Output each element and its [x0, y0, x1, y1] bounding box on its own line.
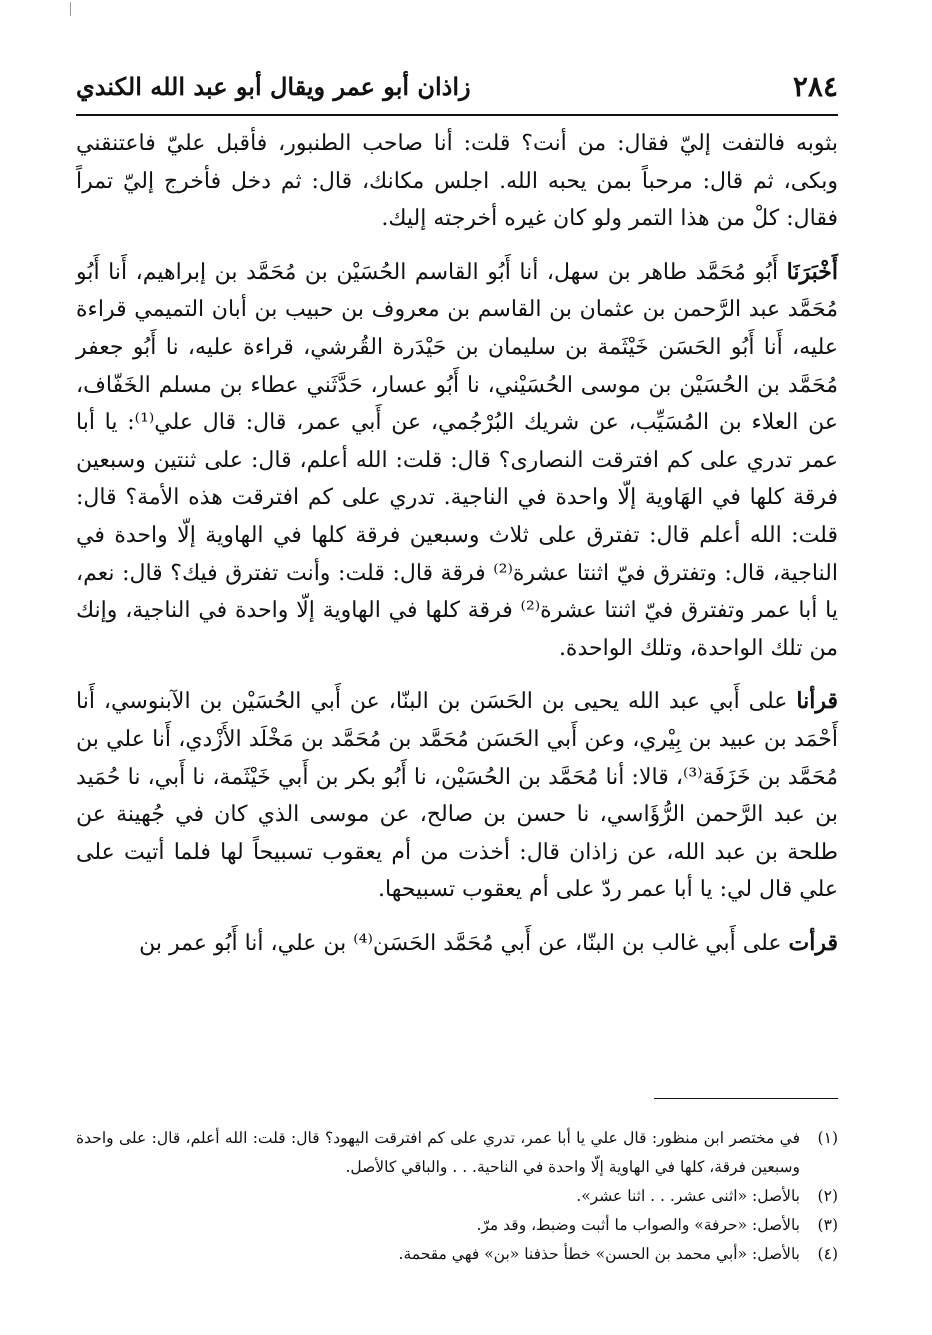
footnote-3 [76, 1211, 838, 1240]
footnote-rule [654, 1098, 838, 1099]
page-number: ٢٨٤ [792, 69, 838, 103]
paragraph-lead: قرأنا [796, 688, 838, 715]
footnote-text: بالأصل: «اثنى عشر. . . اثنا عشر». [576, 1187, 800, 1205]
paragraph-text: على أَبي عبد الله يحيى بن الحَسَن بن البنّا، عن أَبي الحُسَيْن بن الآبنوسي، أَنا أَحْمَد بن عبيد بن بِيْري، وعن أَبي الحَسَن مُحَمَّد بن مُحَمَّد بن مَخْلَد الأَزْدي، أَنا علي بن مُحَمَّد بن خَزَفَة⁽³⁾، قالا: أنا مُحَمَّد بن الحُسَيْن، نا أَبُو بكر بن أَبي خَيْثَمة، نا أَبي، نا حُمَيد بن عبد الرَّحمن الرُّؤَاسي، نا حسن بن صالح، عن موسى الذي كان في جُهينة عن طلحة بن عبد الله، عن زاذان قال: أخذت من أم يعقوب تسبيحاً لها فلما أتيت على علي قال لي: يا أبا عمر ردّ على أم يعقوب تسبيحها. [76, 689, 838, 903]
paragraph-lead: أَخْبَرَنَا [786, 258, 838, 285]
paragraph-3 [76, 683, 838, 909]
footnote-4 [76, 1240, 838, 1269]
footnote-text: بالأصل: «أبي محمد بن الحسن» خطأ حذفنا «بن» فهي مقحمة. [398, 1245, 800, 1263]
footnote-1 [76, 1124, 838, 1182]
scan-edge-mark [70, 2, 71, 16]
paragraph-1 [76, 125, 838, 238]
paragraph-4 [76, 925, 838, 963]
footnote-number: (٣) [817, 1216, 838, 1234]
paragraph-text: بثوبه فالتفت إليّ فقال: من أنت؟ قلت: أنا صاحب الطنبور، فأقبل عليّ فاعتنقني وبكى، ثم قال: مرحباً بمن يحبه الله. اجلس مكانك، قال: ثم دخل فأخرج إليّ تمراً فقال: كلْ من هذا التمر ولو كان غيره أخرجته إليك. [76, 131, 838, 232]
footnote-2 [76, 1182, 838, 1211]
footnote-text: بالأصل: «حرفة» والصواب ما أثبت وضبط، وقد مرّ. [476, 1216, 800, 1234]
paragraph-text: على أَبي غالب بن البنّا، عن أَبي مُحَمَّد الحَسَن⁽⁴⁾ بن علي، أنا أَبُو عمر بن [139, 930, 789, 956]
header-rule [76, 114, 838, 116]
footnote-number: (١) [817, 1129, 838, 1147]
paragraph-text: أَبُو مُحَمَّد طاهر بن سهل، أنا أَبُو القاسم الحُسَيْن بن مُحَمَّد بن إبراهيم، أَنا أَبُو مُحَمَّد عبد الرَّحمن بن عثمان بن القاسم بن معروف بن حبيب بن أبان التميمي قراءة عليه، أَنا أَبُو الحَسَن خَيْثَمة بن سليمان بن حَيْدَرة القُرشي، قراءة عليه، نا أَبُو جعفر مُحَمَّد بن الحُسَيْن بن موسى الحُسَيْني، نا أَبُو عسار، حَدَّثَني عطاء بن مسلم الخَفّاف، عن العلاء بن المُسَيِّب، عن شريك البُرْجُمي، عن أَبي عمر، قال: قال علي⁽¹⁾: يا أبا عمر تدري على كم افترقت النصارى؟ قال: قلت: الله أعلم، قال: على ثنتين وسبعين فرقة كلها في الهَاوية إلّا واحدة في الناجية. تدري على كم افترقت هذه الأمة؟ قال: قلت: الله أعلم قال: تفترق على ثلاث وسبعين فرقة كلها في الهاوية إلّا واحدة في الناجية، قال: وتفترق فيّ اثنتا عشرة⁽²⁾ فرقة قال: قلت: وأنت تفترق فيك؟ قال: نعم، يا أبا عمر وتفترق فيّ اثنتا عشرة⁽²⁾ فرقة كلها في الهاوية إلّا واحدة في الناجية، وإنك من تلك الواحدة، وتلك الواحدة. [76, 259, 838, 661]
footnotes [76, 1124, 838, 1269]
page-header [76, 60, 838, 112]
footnote-number: (٢) [817, 1187, 838, 1205]
main-text [76, 125, 838, 962]
paragraph-2 [76, 254, 838, 668]
footnote-number: (٤) [817, 1245, 838, 1263]
running-title: زاذان أبو عمر ويقال أبو عبد الله الكندي [76, 71, 471, 101]
paragraph-lead: قرأت [788, 929, 838, 956]
footnote-text: في مختصر ابن منظور: قال علي يا أبا عمر، تدري على كم افترقت اليهود؟ قال: قلت: الله أعلم، قال: على واحدة وسبعين فرقة، كلها في الهاوية إلّا واحدة في الناحية. . . والباقي كالأصل. [76, 1129, 800, 1176]
